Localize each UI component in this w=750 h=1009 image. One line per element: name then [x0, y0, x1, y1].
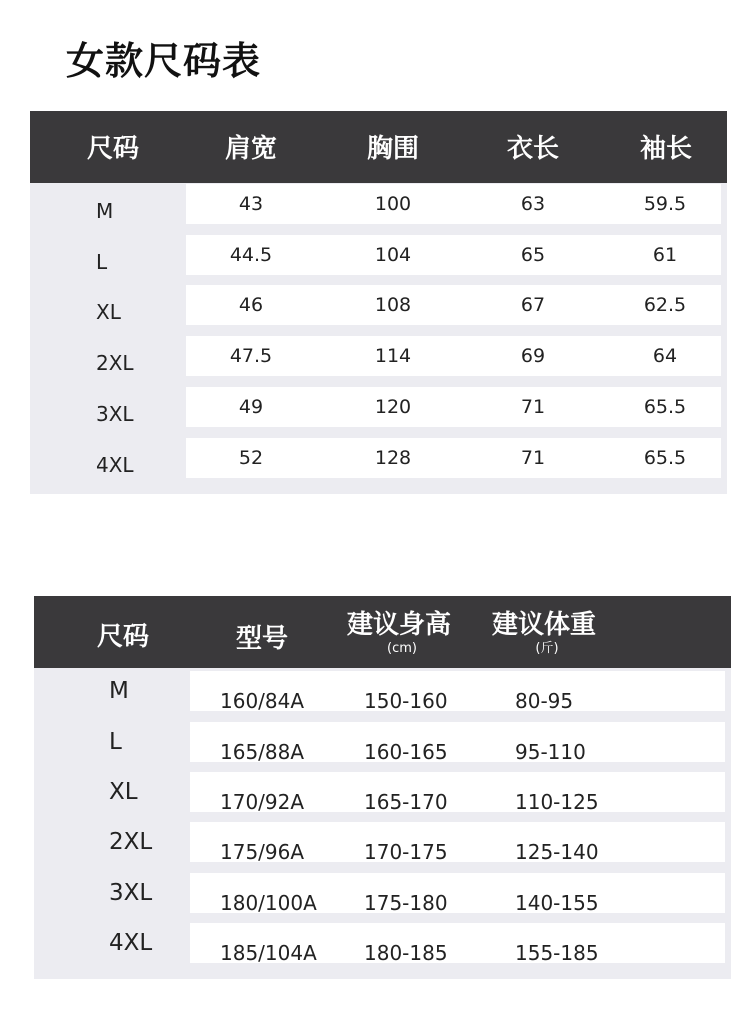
height-cell: 160-165: [364, 740, 448, 764]
header-size: 尺码: [86, 134, 140, 164]
weight-cell: 95-110: [515, 740, 586, 764]
height-cell: 165-170: [364, 790, 448, 814]
measurement-table: [30, 111, 727, 494]
row-band: [186, 438, 721, 478]
length-cell: 71: [520, 447, 546, 469]
header-shoulder: 肩宽: [224, 134, 278, 164]
table-row: [34, 671, 731, 711]
size-cell: M: [109, 678, 129, 704]
size-cell: XL: [109, 779, 138, 805]
size-cell: 3XL: [109, 880, 153, 906]
header-height: 建议身高: [347, 610, 452, 640]
weight-cell: 80-95: [515, 689, 574, 713]
length-cell: 71: [520, 396, 546, 418]
model-cell: 170/92A: [220, 790, 305, 814]
sleeve-cell: 59.5: [643, 193, 687, 215]
sleeve-cell: 65.5: [643, 396, 687, 418]
size-cell: 4XL: [96, 453, 134, 477]
chest-cell: 120: [374, 396, 412, 418]
row-band: [186, 387, 721, 427]
size-cell: 3XL: [96, 402, 134, 426]
size-cell: 4XL: [109, 930, 153, 956]
table-row: [34, 722, 731, 762]
header-chest: 胸围: [366, 134, 420, 164]
table-row: [34, 923, 731, 963]
recommendation-table-header: [34, 596, 731, 668]
weight-cell: 155-185: [515, 941, 599, 965]
height-cell: 180-185: [364, 941, 448, 965]
header-weight: 建议体重: [492, 610, 597, 640]
weight-cell: 125-140: [515, 840, 599, 864]
model-cell: 165/88A: [220, 740, 305, 764]
sleeve-cell: 64: [652, 345, 678, 367]
model-cell: 180/100A: [220, 891, 317, 915]
weight-cell: 110-125: [515, 790, 599, 814]
header-model: 型号: [236, 624, 289, 654]
weight-cell: 140-155: [515, 891, 599, 915]
shoulder-cell: 52: [238, 447, 264, 469]
row-band: [186, 184, 721, 224]
height-cell: 175-180: [364, 891, 448, 915]
table-row: [34, 873, 731, 913]
model-cell: 160/84A: [220, 689, 305, 713]
page-title: 女款尺码表: [66, 39, 262, 83]
table-row: [30, 285, 727, 325]
sleeve-cell: 62.5: [643, 294, 687, 316]
shoulder-cell: 47.5: [229, 345, 273, 367]
chest-cell: 114: [374, 345, 412, 367]
length-cell: 65: [520, 244, 546, 266]
shoulder-cell: 43: [238, 193, 264, 215]
size-cell: 2XL: [109, 829, 153, 855]
length-cell: 63: [520, 193, 546, 215]
size-cell: XL: [96, 300, 121, 324]
size-cell: L: [109, 729, 122, 755]
height-cell: 170-175: [364, 840, 448, 864]
shoulder-cell: 49: [238, 396, 264, 418]
header-size: 尺码: [97, 622, 150, 652]
sleeve-cell: 61: [652, 244, 678, 266]
length-cell: 69: [520, 345, 546, 367]
chest-cell: 104: [374, 244, 412, 266]
table-row: [34, 822, 731, 862]
length-cell: 67: [520, 294, 546, 316]
row-band: [186, 285, 721, 325]
table-row: [30, 184, 727, 224]
size-cell: L: [96, 250, 108, 274]
header-sleeve: 袖长: [639, 134, 693, 164]
chest-cell: 100: [374, 193, 412, 215]
header-length: 衣长: [506, 134, 560, 164]
size-cell: 2XL: [96, 351, 134, 375]
table-row: [30, 438, 727, 478]
shoulder-cell: 44.5: [229, 244, 273, 266]
sleeve-cell: 65.5: [643, 447, 687, 469]
chest-cell: 108: [374, 294, 412, 316]
table-row: [30, 336, 727, 376]
height-cell: 150-160: [364, 689, 448, 713]
header-height-unit: (cm): [387, 641, 417, 656]
table-row: [34, 772, 731, 812]
table-row: [30, 387, 727, 427]
recommendation-table: [34, 596, 731, 979]
measurement-table-header: [30, 111, 727, 183]
shoulder-cell: 46: [238, 294, 264, 316]
model-cell: 175/96A: [220, 840, 305, 864]
chest-cell: 128: [374, 447, 412, 469]
table-row: [30, 235, 727, 275]
size-cell: M: [96, 199, 114, 223]
model-cell: 185/104A: [220, 941, 317, 965]
header-weight-unit: (斤): [535, 641, 559, 656]
